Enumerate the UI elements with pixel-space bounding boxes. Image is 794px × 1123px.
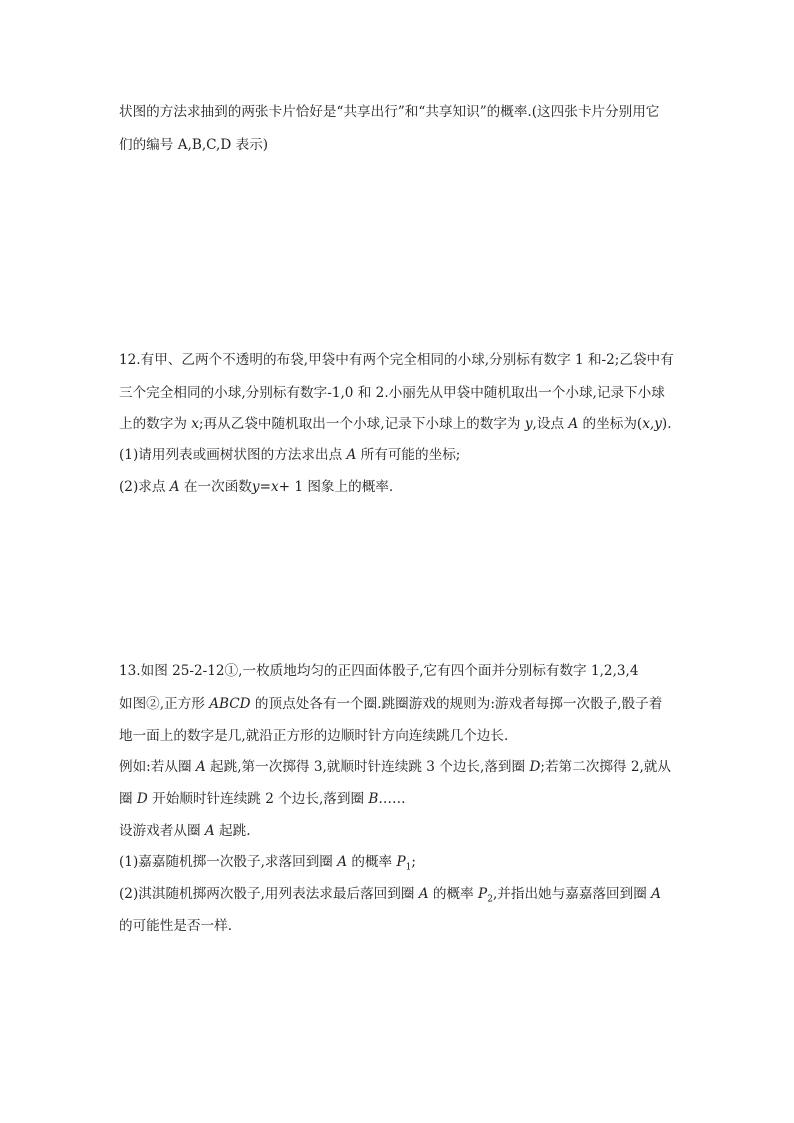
q12-line-2: 三个完全相同的小球,分别标有数字-1,0 和 2.小丽先从甲袋中随机取出一个小球,记录下小球 — [119, 385, 665, 401]
q13-line-3: 地一面上的数字是几,就沿正方形的边顺时针方向连续跳几个边长. — [119, 728, 509, 744]
q12-l3-text-e: ). — [661, 416, 672, 432]
var-D: D — [529, 759, 541, 775]
q13-l5-text-b: 开始顺时针连续跳 2 个边长,落到圈 — [147, 791, 369, 807]
q12-line-1: 12.有甲、乙两个不透明的布袋,甲袋中有两个完全相同的小球,分别标有数字 1 和-2;乙袋中有 — [119, 352, 674, 368]
var-y: y — [524, 416, 533, 432]
q12-l5-text-a: (2)求点 — [119, 479, 170, 495]
q12-l3-text-d: 的坐标为( — [578, 416, 643, 432]
var-B: B — [368, 791, 379, 807]
subscript: 2 — [487, 894, 493, 905]
intro-line-1: 状图的方法求抽到的两张卡片恰好是“共享出行”和“共享知识”的概率.(这四张卡片分别用它 — [119, 104, 660, 120]
q12-l5-text-b: 在一次函数 — [179, 479, 252, 495]
intro-line-2: 们的编号 A,B,C,D 表示) — [119, 137, 269, 153]
var-A: A — [651, 886, 661, 902]
q13-l4-text-b: 起跳,第一次掷得 3,就顺时针连续跳 3 个边长,落到圈 — [205, 759, 530, 775]
q12-l5-text-c: + 1 图象上的概率. — [278, 479, 394, 495]
var-D: D — [136, 791, 148, 807]
q12-line-4 — [119, 445, 460, 465]
q13-line-5 — [119, 789, 406, 809]
var-P: P — [396, 854, 406, 870]
q12-l3-text-a: 上的数字为 — [119, 416, 192, 432]
var-y: y — [251, 479, 260, 495]
q13-l4-text-c: ;若第二次掷得 2,就从 — [540, 759, 671, 775]
var-A: A — [568, 416, 579, 432]
var-A: A — [204, 823, 215, 839]
q13-l4-text-a: 例如:若从圈 — [119, 759, 196, 775]
var-P: P — [478, 886, 488, 902]
var-A: A — [418, 886, 429, 902]
q13-line-8 — [119, 884, 661, 904]
q13-l7-text-c: ; — [411, 854, 416, 870]
q13-l7-text-b: 的概率 — [347, 854, 397, 870]
var-A: A — [337, 854, 348, 870]
q12-l5-eq: = — [259, 479, 271, 495]
q13-l5-text-c: …… — [378, 791, 406, 807]
q13-l2-text-a: 如图②,正方形 — [119, 696, 210, 712]
var-x: x — [191, 416, 199, 432]
q13-line-2 — [119, 694, 662, 714]
q13-line-1: 13.如图 25-2-12①,一枚质地均匀的正四面体骰子,它有四个面并分别标有数字 1,2,3,4 — [119, 663, 639, 679]
q12-l3-text-c: ,设点 — [532, 416, 569, 432]
var-x: x — [270, 479, 279, 495]
q13-l5-text-a: 圈 — [119, 791, 137, 807]
q13-l8-text-c: ,并指出她与嘉嘉落回到圈 — [492, 886, 652, 902]
var-A: A — [195, 759, 206, 775]
q13-l8-text-b: 的概率 — [428, 886, 479, 902]
q13-l2-text-b: 的顶点处各有一个圈.跳圈游戏的规则为:游戏者每掷一次骰子,骰子着 — [250, 696, 663, 712]
q13-l6-text-a: 设游戏者从圈 — [119, 823, 205, 839]
q12-l4-text-a: (1)请用列表或画树状图的方法求出点 — [119, 447, 347, 463]
q13-line-6 — [119, 821, 251, 841]
q12-line-5 — [119, 477, 393, 497]
q13-line-9: 的可能性是否一样. — [119, 918, 233, 934]
q12-l3-text-b: ;再从乙袋中随机取出一个小球,记录下小球上的数字为 — [198, 416, 525, 432]
q13-l6-text-b: 起跳. — [214, 823, 251, 839]
q12-l4-text-b: 所有可能的坐标; — [356, 447, 461, 463]
q13-line-7 — [119, 852, 416, 872]
q13-line-4 — [119, 757, 671, 777]
var-A: A — [169, 479, 180, 495]
var-A: A — [346, 447, 357, 463]
subscript: 1 — [405, 862, 412, 873]
q13-l7-text-a: (1)嘉嘉随机掷一次骰子,求落回到圈 — [119, 854, 338, 870]
var-xy: x,y — [642, 416, 662, 432]
q13-l8-text-a: (2)淇淇随机掷两次骰子,用列表法求最后落回到圈 — [119, 886, 419, 902]
var-ABCD: ABCD — [209, 696, 251, 712]
q12-line-3 — [119, 414, 672, 434]
